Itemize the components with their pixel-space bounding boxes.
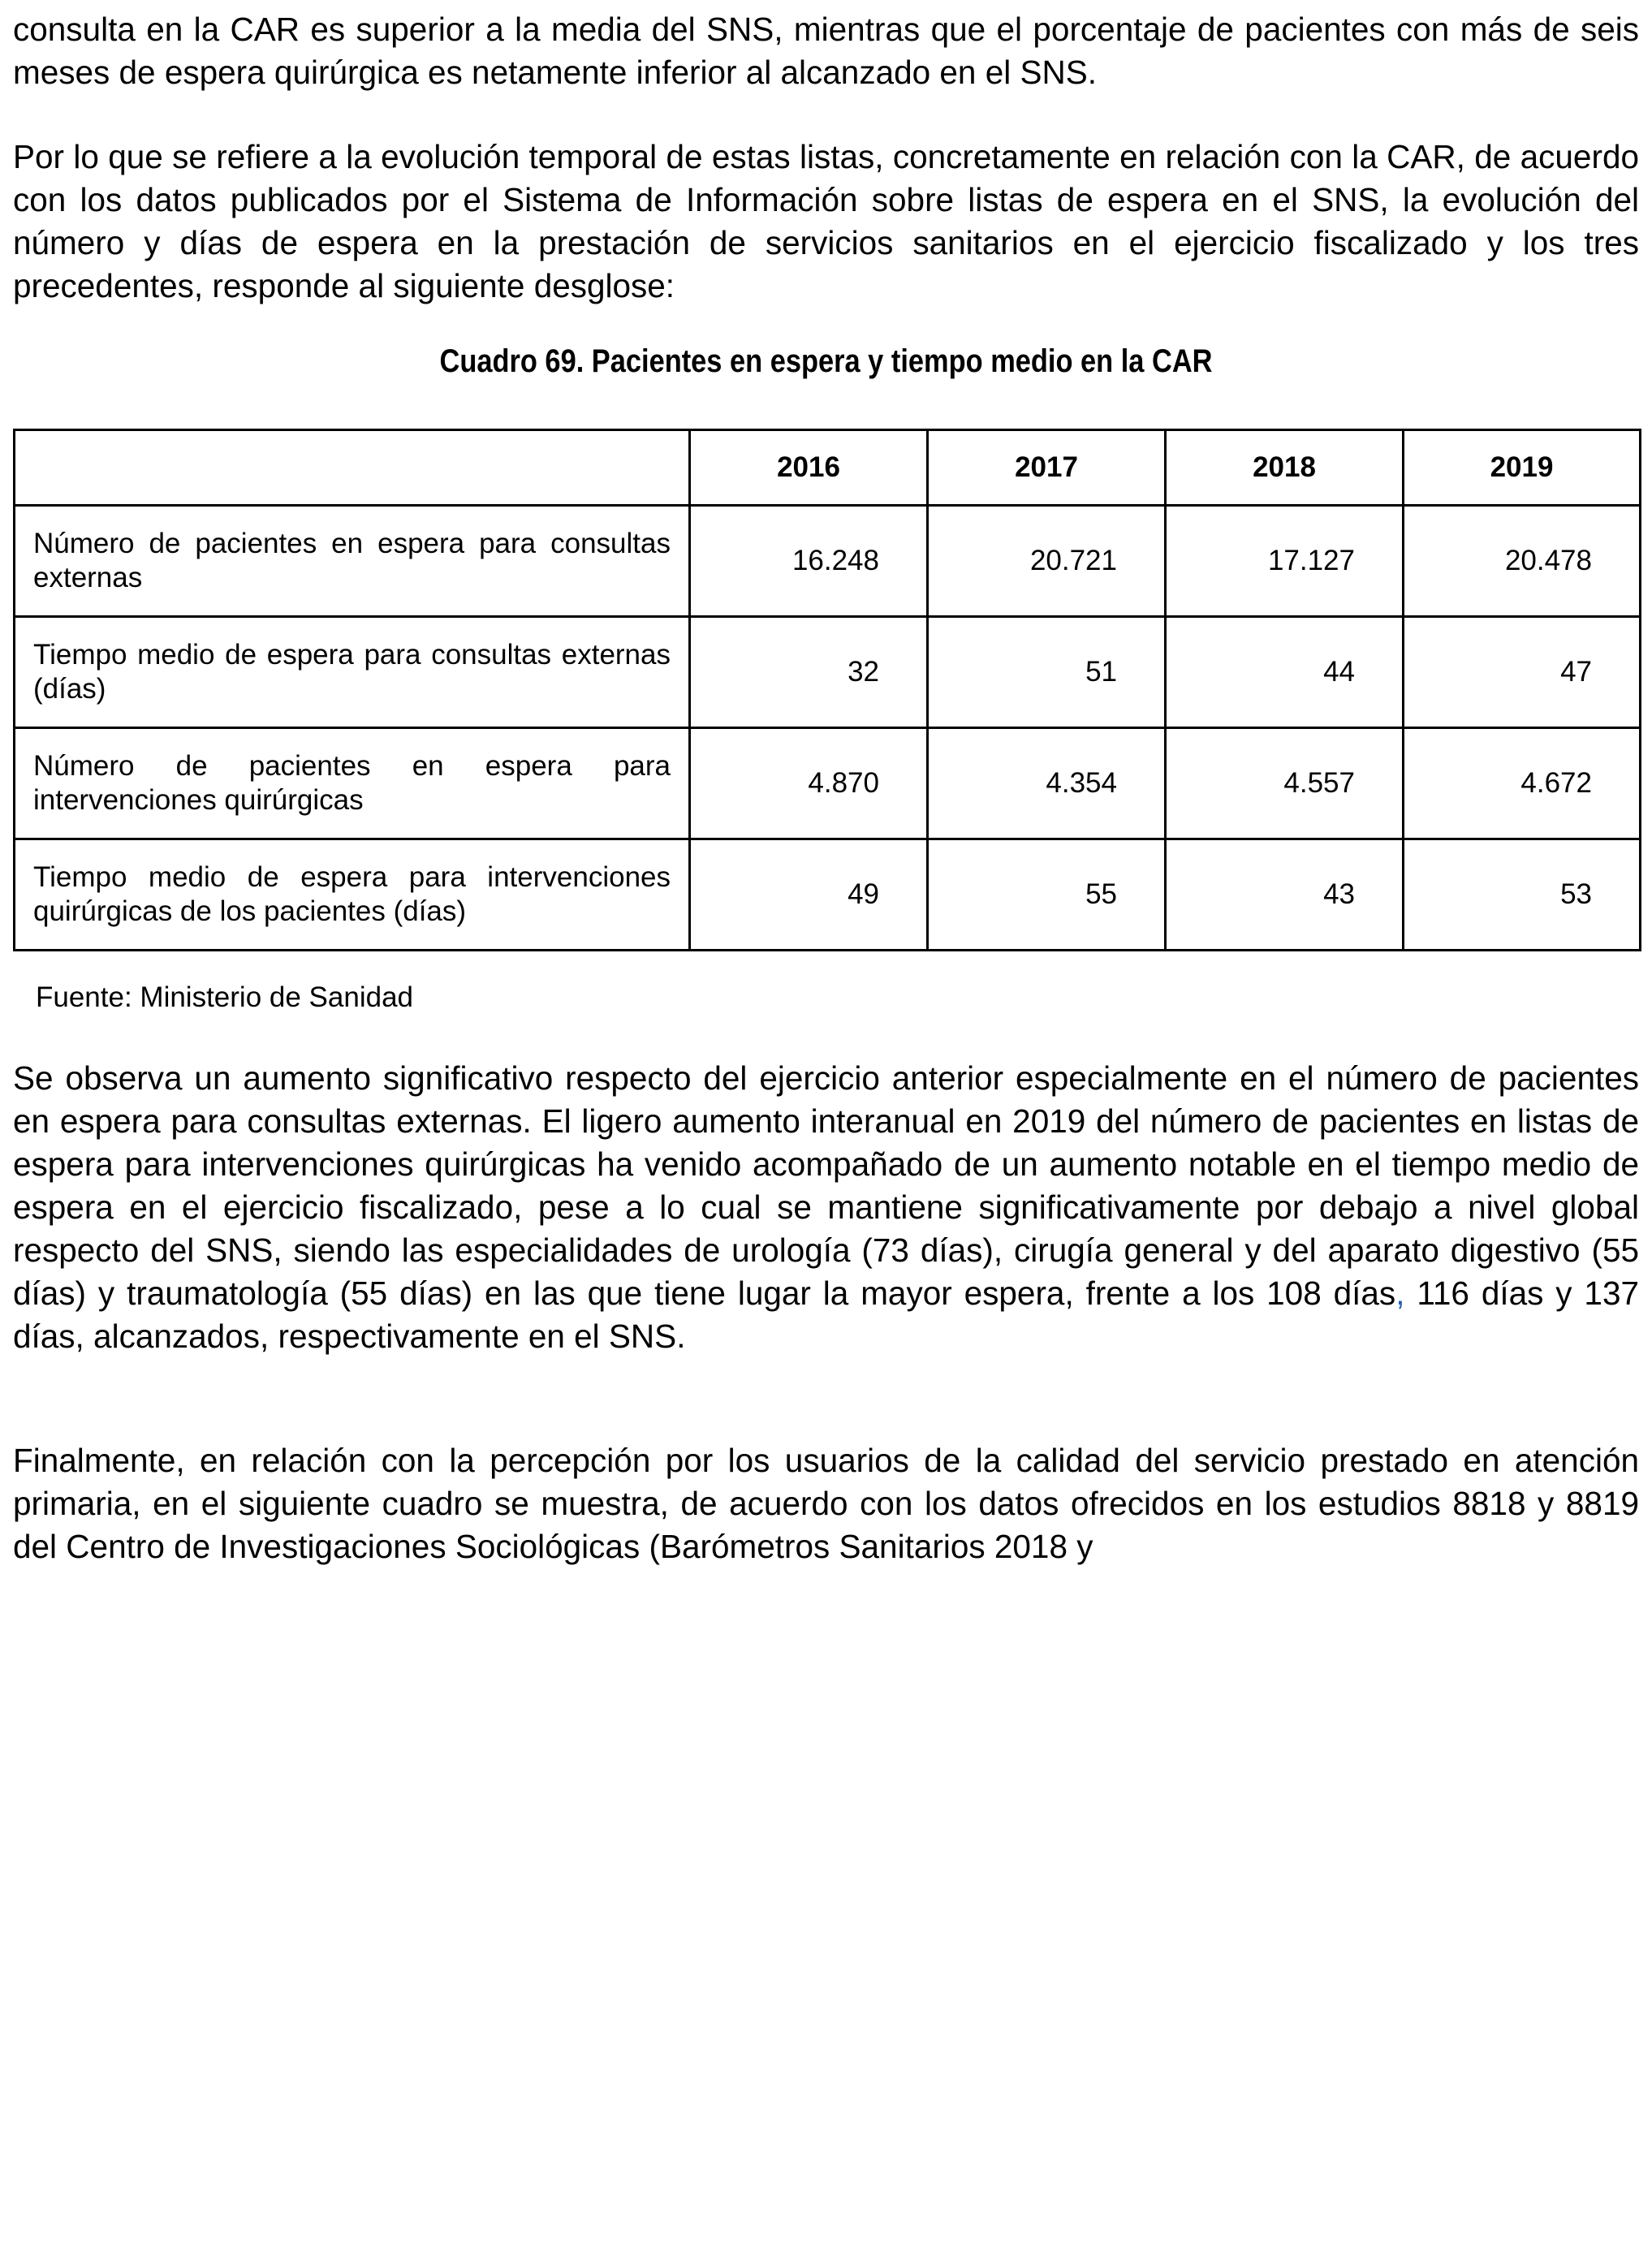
header-year-2019: 2019 (1404, 430, 1641, 506)
header-year-2016: 2016 (690, 430, 928, 506)
table-caption: Cuadro 69. Pacientes en espera y tiempo medio en la CAR (439, 343, 1213, 379)
highlighted-comma: , (1395, 1274, 1405, 1312)
row-label: Número de pacientes en espera para intervenciones quirúrgicas (15, 728, 690, 839)
table-row (15, 617, 1641, 728)
table-cell: 44 (1166, 617, 1404, 728)
table-cell: 17.127 (1166, 506, 1404, 617)
table-cell: 43 (1166, 839, 1404, 951)
paragraph-evolution: Por lo que se refiere a la evolución temporal de estas listas, concretamente en relación con la CAR, de acuerdo con los datos publicados por el Sistema de Información sobre listas de espera en el SNS, la evolución del número y días de espera en la prestación de servicios sanitarios en el ejercicio fiscalizado y los tres precedentes, responde al siguiente desglose: (13, 138, 1639, 304)
table-cell: 4.870 (690, 728, 928, 839)
table-cell: 20.478 (1404, 506, 1641, 617)
paragraph-analysis (13, 1057, 1639, 1358)
table-cell: 16.248 (690, 506, 928, 617)
paragraph-analysis-text-end: 116 días y 137 días, alcanzados, respectivamente en el SNS. (13, 1274, 1639, 1355)
table-cell: 51 (928, 617, 1166, 728)
row-label: Número de pacientes en espera para consultas externas (15, 506, 690, 617)
row-label: Tiempo medio de espera para consultas externas (días) (15, 617, 690, 728)
table-row (15, 839, 1641, 951)
table-cell: 53 (1404, 839, 1641, 951)
header-corner-cell (15, 430, 690, 506)
table-source-note: Fuente: Ministerio de Sanidad (36, 981, 413, 1013)
paragraph-intro: consulta en la CAR es superior a la media del SNS, mientras que el porcentaje de pacientes con más de seis meses de espera quirúrgica es netamente inferior al alcanzado en el SNS. (13, 11, 1639, 91)
table-cell: 49 (690, 839, 928, 951)
table-cell: 4.672 (1404, 728, 1641, 839)
table-cell: 32 (690, 617, 928, 728)
table-row (15, 506, 1641, 617)
header-year-2017: 2017 (928, 430, 1166, 506)
table-cell: 20.721 (928, 506, 1166, 617)
paragraph-conclusion: Finalmente, en relación con la percepción por los usuarios de la calidad del servicio prestado en atención primaria, en el siguiente cuadro se muestra, de acuerdo con los datos ofrecidos en los estudios 8818 y 8819 del Centro de Investigaciones Sociológicas (Barómetros Sanitarios 2018 y (13, 1442, 1639, 1565)
table-row (15, 728, 1641, 839)
waiting-list-table (13, 429, 1641, 951)
paragraph-analysis-text: Se observa un aumento significativo respecto del ejercicio anterior especialmente en el número de pacientes en espera para consultas externas. El ligero aumento interanual en 2019 del número de pacientes en listas de espera para intervenciones quirúrgicas ha venido acompañado de un aumento notable en el tiempo medio de espera en el ejercicio fiscalizado, pese a lo cual se mantiene significativamente por debajo a nivel global respecto del SNS, siendo las especialidades de urología (73 días), cirugía general y del aparato digestivo (55 días) y traumatología (55 días) en las que tiene lugar la mayor espera, frente a los 108 días (13, 1059, 1639, 1312)
table-cell: 4.354 (928, 728, 1166, 839)
table-cell: 4.557 (1166, 728, 1404, 839)
row-label: Tiempo medio de espera para intervenciones quirúrgicas de los pacientes (días) (15, 839, 690, 951)
table-header-row (15, 430, 1641, 506)
table-cell: 47 (1404, 617, 1641, 728)
header-year-2018: 2018 (1166, 430, 1404, 506)
table-cell: 55 (928, 839, 1166, 951)
